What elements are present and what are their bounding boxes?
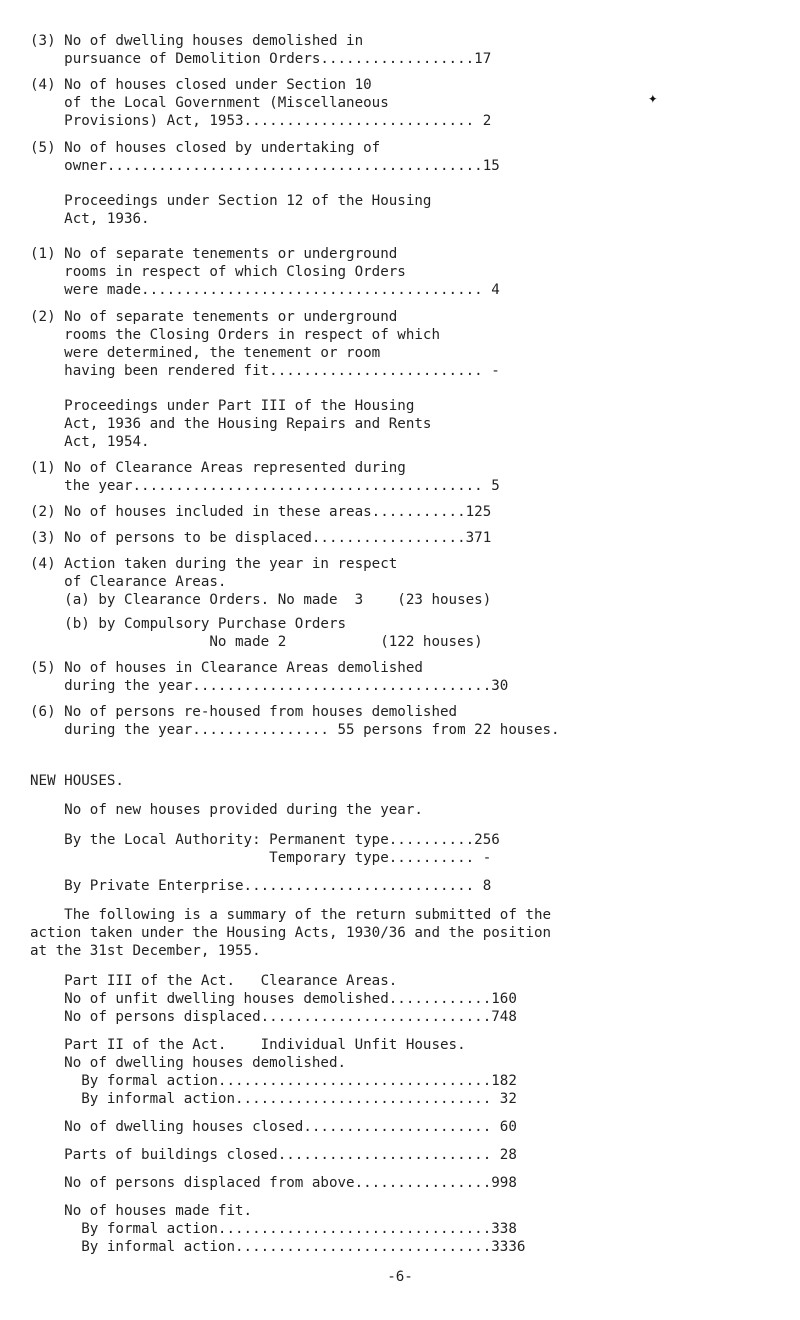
text-line: By the Local Authority: Permanent type..........256 [30,832,500,848]
text-line: were made........................................ 4 [30,282,500,298]
text-line: (a) by Clearance Orders. No made 3 (23 houses) [30,592,492,608]
text-line: No made 2 (122 houses) [30,634,483,650]
section-heading: Proceedings under Part III of the Housing [30,398,415,414]
text-line: (4) Action taken during the year in respect [30,556,398,572]
text-line: The following is a summary of the return submitted of the [30,907,552,923]
text-line: By Private Enterprise........................... 8 [30,878,492,894]
text-line: No of unfit dwelling houses demolished............160 [30,991,517,1007]
text-line: action taken under the Housing Acts, 1930/36 and the position [30,925,552,941]
text-line: No of new houses provided during the year. [30,802,423,818]
text-line: were determined, the tenement or room [30,345,381,361]
text-line: (6) No of persons re-housed from houses demolished [30,704,458,720]
text-line: having been rendered fit......................... - [30,363,500,379]
section-heading: Act, 1954. [30,434,150,450]
text-line: pursuance of Demolition Orders..................17 [30,51,492,67]
text-line: No of houses made fit. [30,1203,253,1219]
text-line: By informal action..............................3336 [30,1239,526,1255]
text-line: of Clearance Areas. [30,574,227,590]
text-line: during the year...................................30 [30,678,509,694]
text-line: No of dwelling houses demolished. [30,1055,347,1071]
text-line: No of persons displaced...........................748 [30,1009,517,1025]
text-line: Part II of the Act. Individual Unfit Houses. [30,1037,466,1053]
text-line: rooms in respect of which Closing Orders [30,264,406,280]
section-heading: Act, 1936 and the Housing Repairs and Rents [30,416,432,432]
text-line: No of persons displaced from above................998 [30,1175,517,1191]
text-line: at the 31st December, 1955. [30,943,261,959]
text-line: Parts of buildings closed......................... 28 [30,1147,517,1163]
text-line: (5) No of houses in Clearance Areas demolished [30,660,423,676]
text-line: (3) No of dwelling houses demolished in [30,33,364,49]
text-line: rooms the Closing Orders in respect of which [30,327,440,343]
text-line: (4) No of houses closed under Section 10 [30,77,372,93]
text-line: By formal action................................338 [30,1221,517,1237]
text-line: Provisions) Act, 1953........................... 2 [30,113,492,129]
text-line: of the Local Government (Miscellaneous [30,95,389,111]
text-line: (1) No of separate tenements or underground [30,246,398,262]
text-line: By informal action.............................. 32 [30,1091,517,1107]
text-line: By formal action................................182 [30,1073,517,1089]
text-line: (b) by Compulsory Purchase Orders [30,616,347,632]
text-line: (5) No of houses closed by undertaking of [30,140,381,156]
text-line: (3) No of persons to be displaced..................371 [30,530,492,546]
pen-mark-icon: ✦ [648,88,658,107]
text-line: Temporary type.......... - [30,850,492,866]
text-line: during the year................ 55 persons from 22 houses. [30,722,560,738]
text-line: No of dwelling houses closed...................... 60 [30,1119,517,1135]
text-line: owner............................................15 [30,158,500,174]
text-line: Part III of the Act. Clearance Areas. [30,973,398,989]
section-heading: Proceedings under Section 12 of the Housing [30,193,432,209]
text-line: (2) No of separate tenements or underground [30,309,398,325]
section-heading: Act, 1936. [30,211,150,227]
section-heading: NEW HOUSES. [30,773,124,789]
text-line: (2) No of houses included in these areas...........125 [30,504,492,520]
text-line: (1) No of Clearance Areas represented during [30,460,406,476]
text-line: the year......................................... 5 [30,478,500,494]
page-number: -6- [387,1269,413,1285]
